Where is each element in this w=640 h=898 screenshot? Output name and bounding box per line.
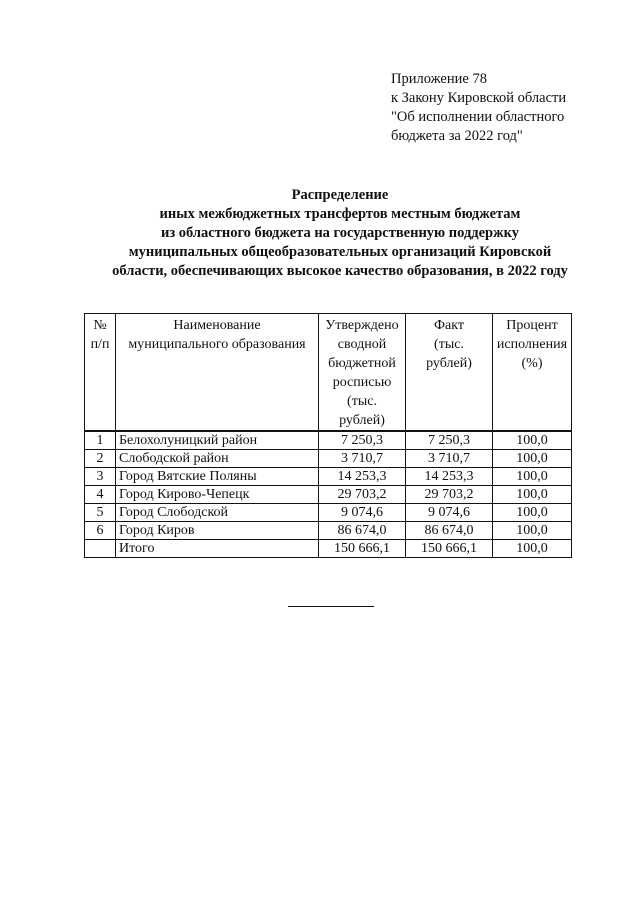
cell-num: 5 bbox=[85, 504, 116, 522]
cell-plan: 7 250,3 bbox=[319, 431, 406, 450]
header-percent: Процент исполнения (%) bbox=[493, 314, 572, 432]
table-row bbox=[85, 486, 572, 504]
cell-percent: 100,0 bbox=[493, 522, 572, 540]
table-row bbox=[85, 431, 572, 450]
cell-percent: 100,0 bbox=[493, 450, 572, 468]
table-row bbox=[85, 504, 572, 522]
cell-percent: 100,0 bbox=[493, 540, 572, 558]
cell-fact: 7 250,3 bbox=[406, 431, 493, 450]
title-line: из областного бюджета на государственную поддержку bbox=[160, 225, 520, 241]
cell-name: Город Вятские Поляны bbox=[116, 468, 319, 486]
cell-fact: 3 710,7 bbox=[406, 450, 493, 468]
cell-name: Итого bbox=[116, 540, 319, 558]
cell-name: Город Слободской bbox=[116, 504, 319, 522]
cell-percent: 100,0 bbox=[493, 468, 572, 486]
cell-fact: 86 674,0 bbox=[406, 522, 493, 540]
appendix-line: к Закону Кировской области bbox=[391, 90, 567, 106]
cell-num: 2 bbox=[85, 450, 116, 468]
cell-name: Город Кирово-Чепецк bbox=[116, 486, 319, 504]
end-divider bbox=[288, 606, 374, 607]
title-line: муниципальных общеобразовательных организаций Кировской bbox=[128, 244, 552, 260]
appendix-note bbox=[391, 70, 566, 146]
header-plan: Утверждено сводной бюджетной росписью (тыс. рублей) bbox=[319, 314, 406, 432]
cell-fact: 29 703,2 bbox=[406, 486, 493, 504]
cell-name: Слободской район bbox=[116, 450, 319, 468]
table-row bbox=[85, 450, 572, 468]
cell-name: Белохолуницкий район bbox=[116, 431, 319, 450]
transfers-table bbox=[84, 313, 572, 558]
cell-plan: 150 666,1 bbox=[319, 540, 406, 558]
cell-plan: 29 703,2 bbox=[319, 486, 406, 504]
cell-plan: 14 253,3 bbox=[319, 468, 406, 486]
cell-num: 1 bbox=[85, 431, 116, 450]
title-line: иных межбюджетных трансфертов местным бюджетам bbox=[159, 206, 521, 222]
header-name: Наименование муниципального образования bbox=[116, 314, 319, 432]
cell-fact: 9 074,6 bbox=[406, 504, 493, 522]
cell-percent: 100,0 bbox=[493, 486, 572, 504]
cell-num: 6 bbox=[85, 522, 116, 540]
cell-num: 4 bbox=[85, 486, 116, 504]
cell-name: Город Киров bbox=[116, 522, 319, 540]
appendix-line: Приложение 78 bbox=[391, 71, 487, 87]
header-fact: Факт (тыс. рублей) bbox=[406, 314, 493, 432]
cell-num: 3 bbox=[85, 468, 116, 486]
cell-fact: 150 666,1 bbox=[406, 540, 493, 558]
cell-plan: 86 674,0 bbox=[319, 522, 406, 540]
table-row bbox=[85, 522, 572, 540]
title-line: области, обеспечивающих высокое качество образования, в 2022 году bbox=[112, 263, 568, 279]
title-line: Распределение bbox=[291, 187, 389, 203]
cell-percent: 100,0 bbox=[493, 504, 572, 522]
table-total-row bbox=[85, 540, 572, 558]
document-title bbox=[70, 186, 610, 281]
cell-plan: 9 074,6 bbox=[319, 504, 406, 522]
cell-num bbox=[85, 540, 116, 558]
cell-percent: 100,0 bbox=[493, 431, 572, 450]
cell-fact: 14 253,3 bbox=[406, 468, 493, 486]
table-header-row bbox=[85, 314, 572, 432]
appendix-line: бюджета за 2022 год" bbox=[391, 128, 523, 144]
cell-plan: 3 710,7 bbox=[319, 450, 406, 468]
appendix-line: "Об исполнении областного bbox=[391, 109, 565, 125]
header-num: № п/п bbox=[85, 314, 116, 432]
table-row bbox=[85, 468, 572, 486]
